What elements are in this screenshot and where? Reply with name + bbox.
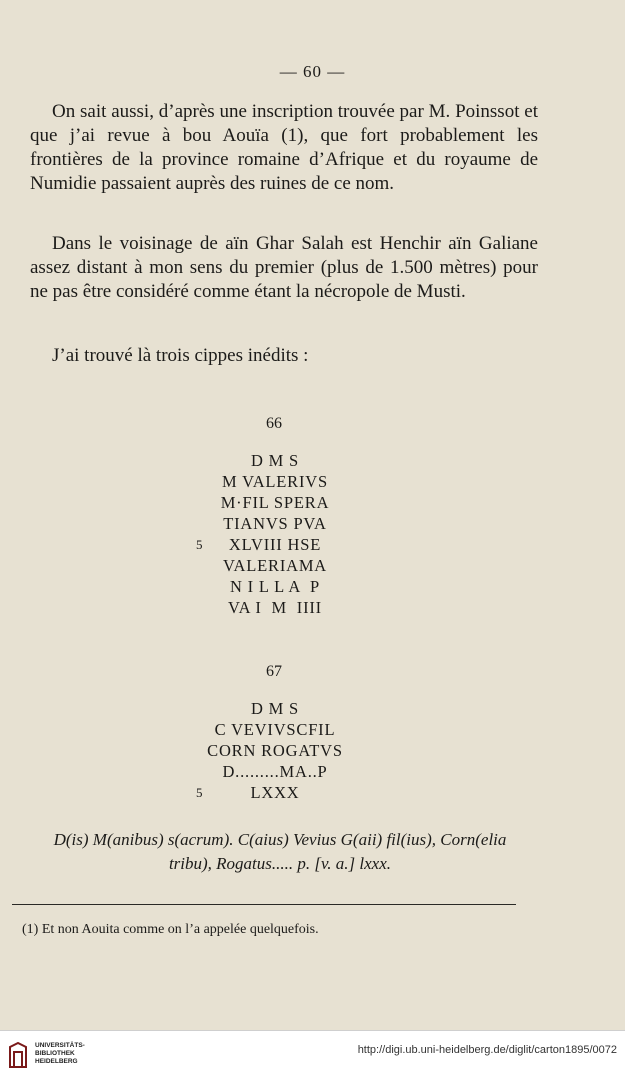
inscription-line: 5 XLVIII HSE	[196, 535, 322, 554]
inscription-line: D M S	[250, 699, 299, 718]
inscription-67	[180, 698, 370, 803]
paragraph-3: J’ai trouvé là trois cippes inédits :	[52, 345, 309, 366]
inscription-line: D M S	[250, 451, 299, 470]
library-name: UNIVERSITÄTS- BIBLIOTHEK HEIDELBERG	[35, 1042, 85, 1065]
inscription-line: N I L L A P	[230, 577, 320, 596]
inscription-line: TIANVS PVA	[223, 514, 327, 533]
inscription-translation	[20, 828, 540, 876]
inscription-line: M·FIL SPERA	[220, 493, 330, 512]
inscription-line: 5 LXXX	[196, 783, 300, 802]
inscription-number-67: 67	[266, 663, 282, 680]
inscription-number-66: 66	[266, 415, 282, 432]
source-url-link[interactable]: http://digi.ub.uni-heidelberg.de/diglit/carton1895/0072	[357, 1044, 617, 1056]
inscription-line: M VALERIVS	[222, 472, 328, 491]
page-number: — 60 —	[279, 62, 346, 81]
inscription-line: CORN ROGATVS	[207, 741, 343, 760]
inscription-line: C VEVIVSCFIL	[214, 720, 336, 739]
inscription-line: D.........MA..P	[222, 762, 328, 781]
footnote-divider	[12, 904, 516, 905]
footer-bar	[0, 1030, 625, 1077]
inscription-line: VA I M IIII	[228, 598, 322, 617]
paragraph-1: On sait aussi, d’après une inscription trouvée par M. Poinssot et que j’ai revue à bou Aouïa (1), que fort probablement les frontières de la province romaine d’Afrique et du royaume de Numidie passaient auprès des ruines de ce nom.	[30, 101, 538, 194]
paragraph-2: Dans le voisinage de aïn Ghar Salah est Henchir aïn Galiane assez distant à mon sens du premier (plus de 1.500 mètres) pour ne pas être considéré comme étant la nécropole de Musti.	[30, 233, 538, 302]
translation-line-2: tribu), Rogatus..... p. [v. a.] lxxx.	[168, 854, 392, 873]
library-logo-icon	[6, 1041, 30, 1069]
footnote: (1) Et non Aouita comme on l’a appelée quelquefois.	[22, 922, 319, 937]
inscription-66	[180, 450, 370, 618]
translation-line-1: D(is) M(anibus) s(acrum). C(aius) Vevius G(aii) fil(ius), Corn(elia	[53, 830, 507, 849]
inscription-line: VALERIAMA	[222, 556, 328, 575]
